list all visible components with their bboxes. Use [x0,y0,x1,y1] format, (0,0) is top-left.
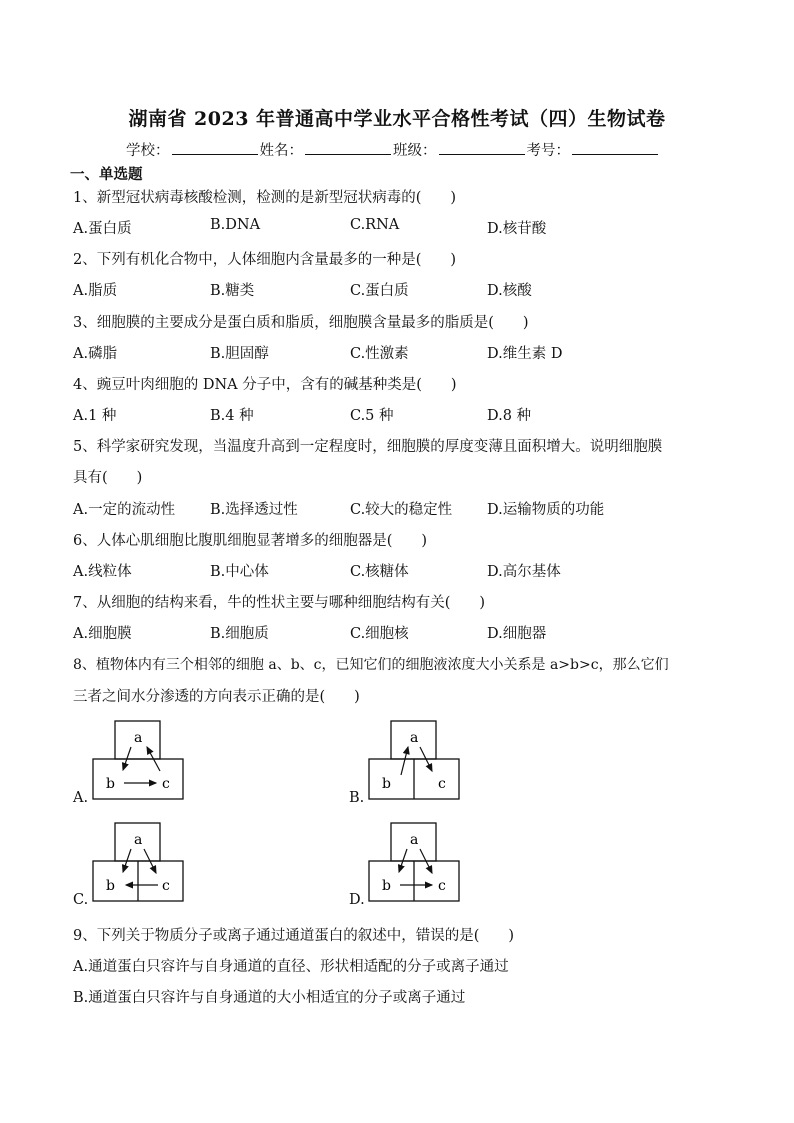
q8-option-d-label[interactable]: D. [349,892,365,908]
cell-a-label: a [410,730,419,746]
q5-option-b[interactable]: B.选择透过性 [210,502,298,518]
q1-option-c[interactable]: C.RNA [350,217,400,233]
question-8-stem-line1: 8、植物体内有三个相邻的细胞 a、b、c，已知它们的细胞液浓度大小关系是 a>b>c，那么它们 [73,657,669,673]
q3-option-d[interactable]: D.维生素 D [487,346,563,362]
class-blank[interactable] [439,139,525,155]
question-4-stem: 4、豌豆叶肉细胞的 DNA 分子中，含有的碱基种类是( ) [73,377,457,393]
q5-option-a[interactable]: A.一定的流动性 [73,502,176,518]
q1-option-a[interactable]: A.蛋白质 [73,221,132,237]
question-9-stem: 9、下列关于物质分子或离子通过通道蛋白的叙述中，错误的是( ) [73,928,515,944]
cell-c-label: c [438,878,446,894]
q6-option-a[interactable]: A.线粒体 [73,564,132,580]
q2-option-d[interactable]: D.核酸 [487,283,532,299]
q7-option-d[interactable]: D.细胞器 [487,626,547,642]
q2-option-a[interactable]: A.脂质 [73,283,118,299]
q4-option-d[interactable]: D.8 种 [487,408,532,424]
q3-option-b[interactable]: B.胆固醇 [210,346,269,362]
name-label: 姓名： [259,143,303,159]
q8-diagram-b[interactable] [368,720,464,808]
question-7-stem: 7、从细胞的结构来看，牛的性状主要与哪种细胞结构有关( ) [73,595,486,611]
cell-b-label: b [106,878,115,894]
cell-a-label: a [134,730,143,746]
cell-a-label: a [134,832,143,848]
cell-c-label: c [162,878,170,894]
question-6-stem: 6、人体心肌细胞比腹肌细胞显著增多的细胞器是( ) [73,533,428,549]
question-5-stem-line2: 具有( ) [73,470,143,486]
q4-option-b[interactable]: B.4 种 [210,408,254,424]
q6-option-b[interactable]: B.中心体 [210,564,269,580]
q8-diagram-a[interactable] [92,720,188,808]
q7-option-a[interactable]: A.细胞膜 [73,626,132,642]
q9-option-a[interactable]: A.通道蛋白只容许与自身通道的直径、形状相适配的分子或离子通过 [73,959,509,975]
question-5-stem-line1: 5、科学家研究发现，当温度升高到一定程度时，细胞膜的厚度变薄且面积增大。说明细胞膜 [73,439,663,455]
name-blank[interactable] [305,139,391,155]
cell-b-label: b [382,878,391,894]
cell-b-label: b [382,776,391,792]
q2-option-b[interactable]: B.糖类 [210,283,255,299]
q9-option-b[interactable]: B.通道蛋白只容许与自身通道的大小相适宜的分子或离子通过 [73,990,466,1006]
number-blank[interactable] [572,139,658,155]
question-2-stem: 2、下列有机化合物中，人体细胞内含量最多的一种是( ) [73,252,457,268]
q8-diagram-c[interactable] [92,822,188,910]
cell-c-label: c [162,776,170,792]
q6-option-d[interactable]: D.高尔基体 [487,564,561,580]
school-label: 学校： [126,143,170,159]
cell-a-label: a [410,832,419,848]
q8-option-c-label[interactable]: C. [73,892,89,908]
arrow-b-to-a [401,747,408,775]
question-3-stem: 3、细胞膜的主要成分是蛋白质和脂质，细胞膜含量最多的脂质是( ) [73,315,529,331]
q8-diagram-d[interactable] [368,822,464,910]
q5-option-d[interactable]: D.运输物质的功能 [487,502,605,518]
q4-option-a[interactable]: A.1 种 [73,408,117,424]
school-blank[interactable] [172,139,258,155]
cell-b-label: b [106,776,115,792]
q6-option-c[interactable]: C.核糖体 [350,564,409,580]
q8-option-b-label[interactable]: B. [349,790,365,806]
q4-option-c[interactable]: C.5 种 [350,408,394,424]
question-1-stem: 1、新型冠状病毒核酸检测，检测的是新型冠状病毒的( ) [73,190,457,206]
q1-option-d[interactable]: D.核苷酸 [487,221,547,237]
q7-option-c[interactable]: C.细胞核 [350,626,409,642]
q8-option-a-label[interactable]: A. [73,790,89,806]
q1-option-b[interactable]: B.DNA [210,217,261,233]
q2-option-c[interactable]: C.蛋白质 [350,283,409,299]
q3-option-a[interactable]: A.磷脂 [73,346,118,362]
q7-option-b[interactable]: B.细胞质 [210,626,269,642]
section-title: 一、单选题 [70,166,143,183]
number-label: 考号： [526,143,570,159]
class-label: 班级： [393,143,437,159]
q3-option-c[interactable]: C.性激素 [350,346,409,362]
page-title: 湖南省 2023 年普通高中学业水平合格性考试（四）生物试卷 [128,108,666,130]
cell-c-label: c [438,776,446,792]
q5-option-c[interactable]: C.较大的稳定性 [350,502,453,518]
question-8-stem-line2: 三者之间水分渗透的方向表示正确的是( ) [73,689,360,705]
student-info-line [126,139,660,160]
